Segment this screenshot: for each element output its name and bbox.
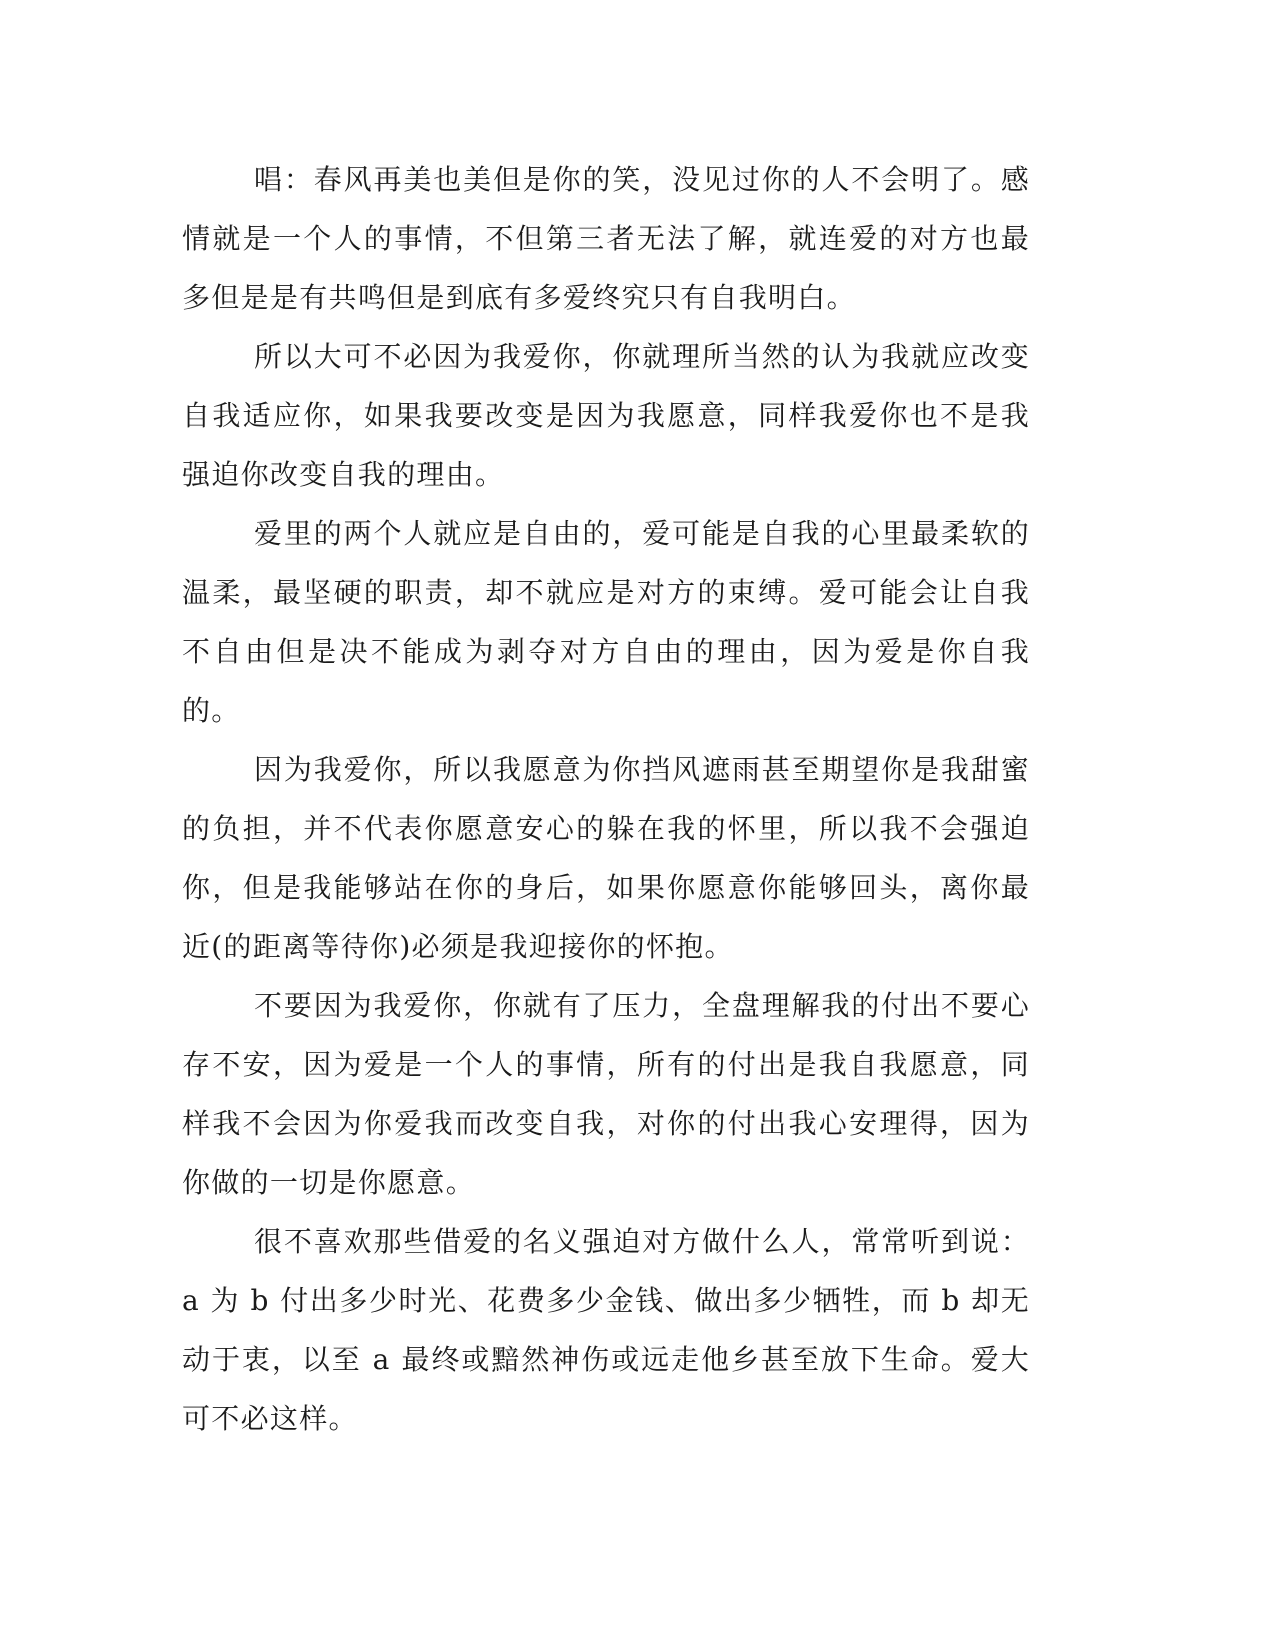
document-body (182, 150, 1030, 1448)
paragraph-1: 唱：春风再美也美但是你的笑，没见过你的人不会明了。感情就是一个人的事情，不但第三者无法了解，就连爱的对方也最多但是是有共鸣但是到底有多爱终究只有自我明白。 (182, 163, 1030, 314)
paragraph-2: 所以大可不必因为我爱你，你就理所当然的认为我就应改变自我适应你，如果我要改变是因为我愿意，同样我爱你也不是我强迫你改变自我的理由。 (182, 340, 1030, 491)
paragraph-6: 很不喜欢那些借爱的名义强迫对方做什么人，常常听到说：a 为 b 付出多少时光、花费多少金钱、做出多少牺牲，而 b 却无动于衷，以至 a 最终或黯然神伤或远走他乡甚至放下生命。爱大可不必这样。 (182, 1225, 1030, 1435)
paragraph-5: 不要因为我爱你，你就有了压力，全盘理解我的付出不要心存不安，因为爱是一个人的事情，所有的付出是我自我愿意，同样我不会因为你爱我而改变自我，对你的付出我心安理得，因为你做的一切是你愿意。 (182, 989, 1030, 1199)
paragraph-3: 爱里的两个人就应是自由的，爱可能是自我的心里最柔软的温柔，最坚硬的职责，却不就应是对方的束缚。爱可能会让自我不自由但是决不能成为剥夺对方自由的理由，因为爱是你自我的。 (182, 517, 1030, 727)
paragraph-4: 因为我爱你，所以我愿意为你挡风遮雨甚至期望你是我甜蜜的负担，并不代表你愿意安心的躲在我的怀里，所以我不会强迫你，但是我能够站在你的身后，如果你愿意你能够回头，离你最近(的距离等待你)必须是我迎接你的怀抱。 (182, 753, 1030, 963)
